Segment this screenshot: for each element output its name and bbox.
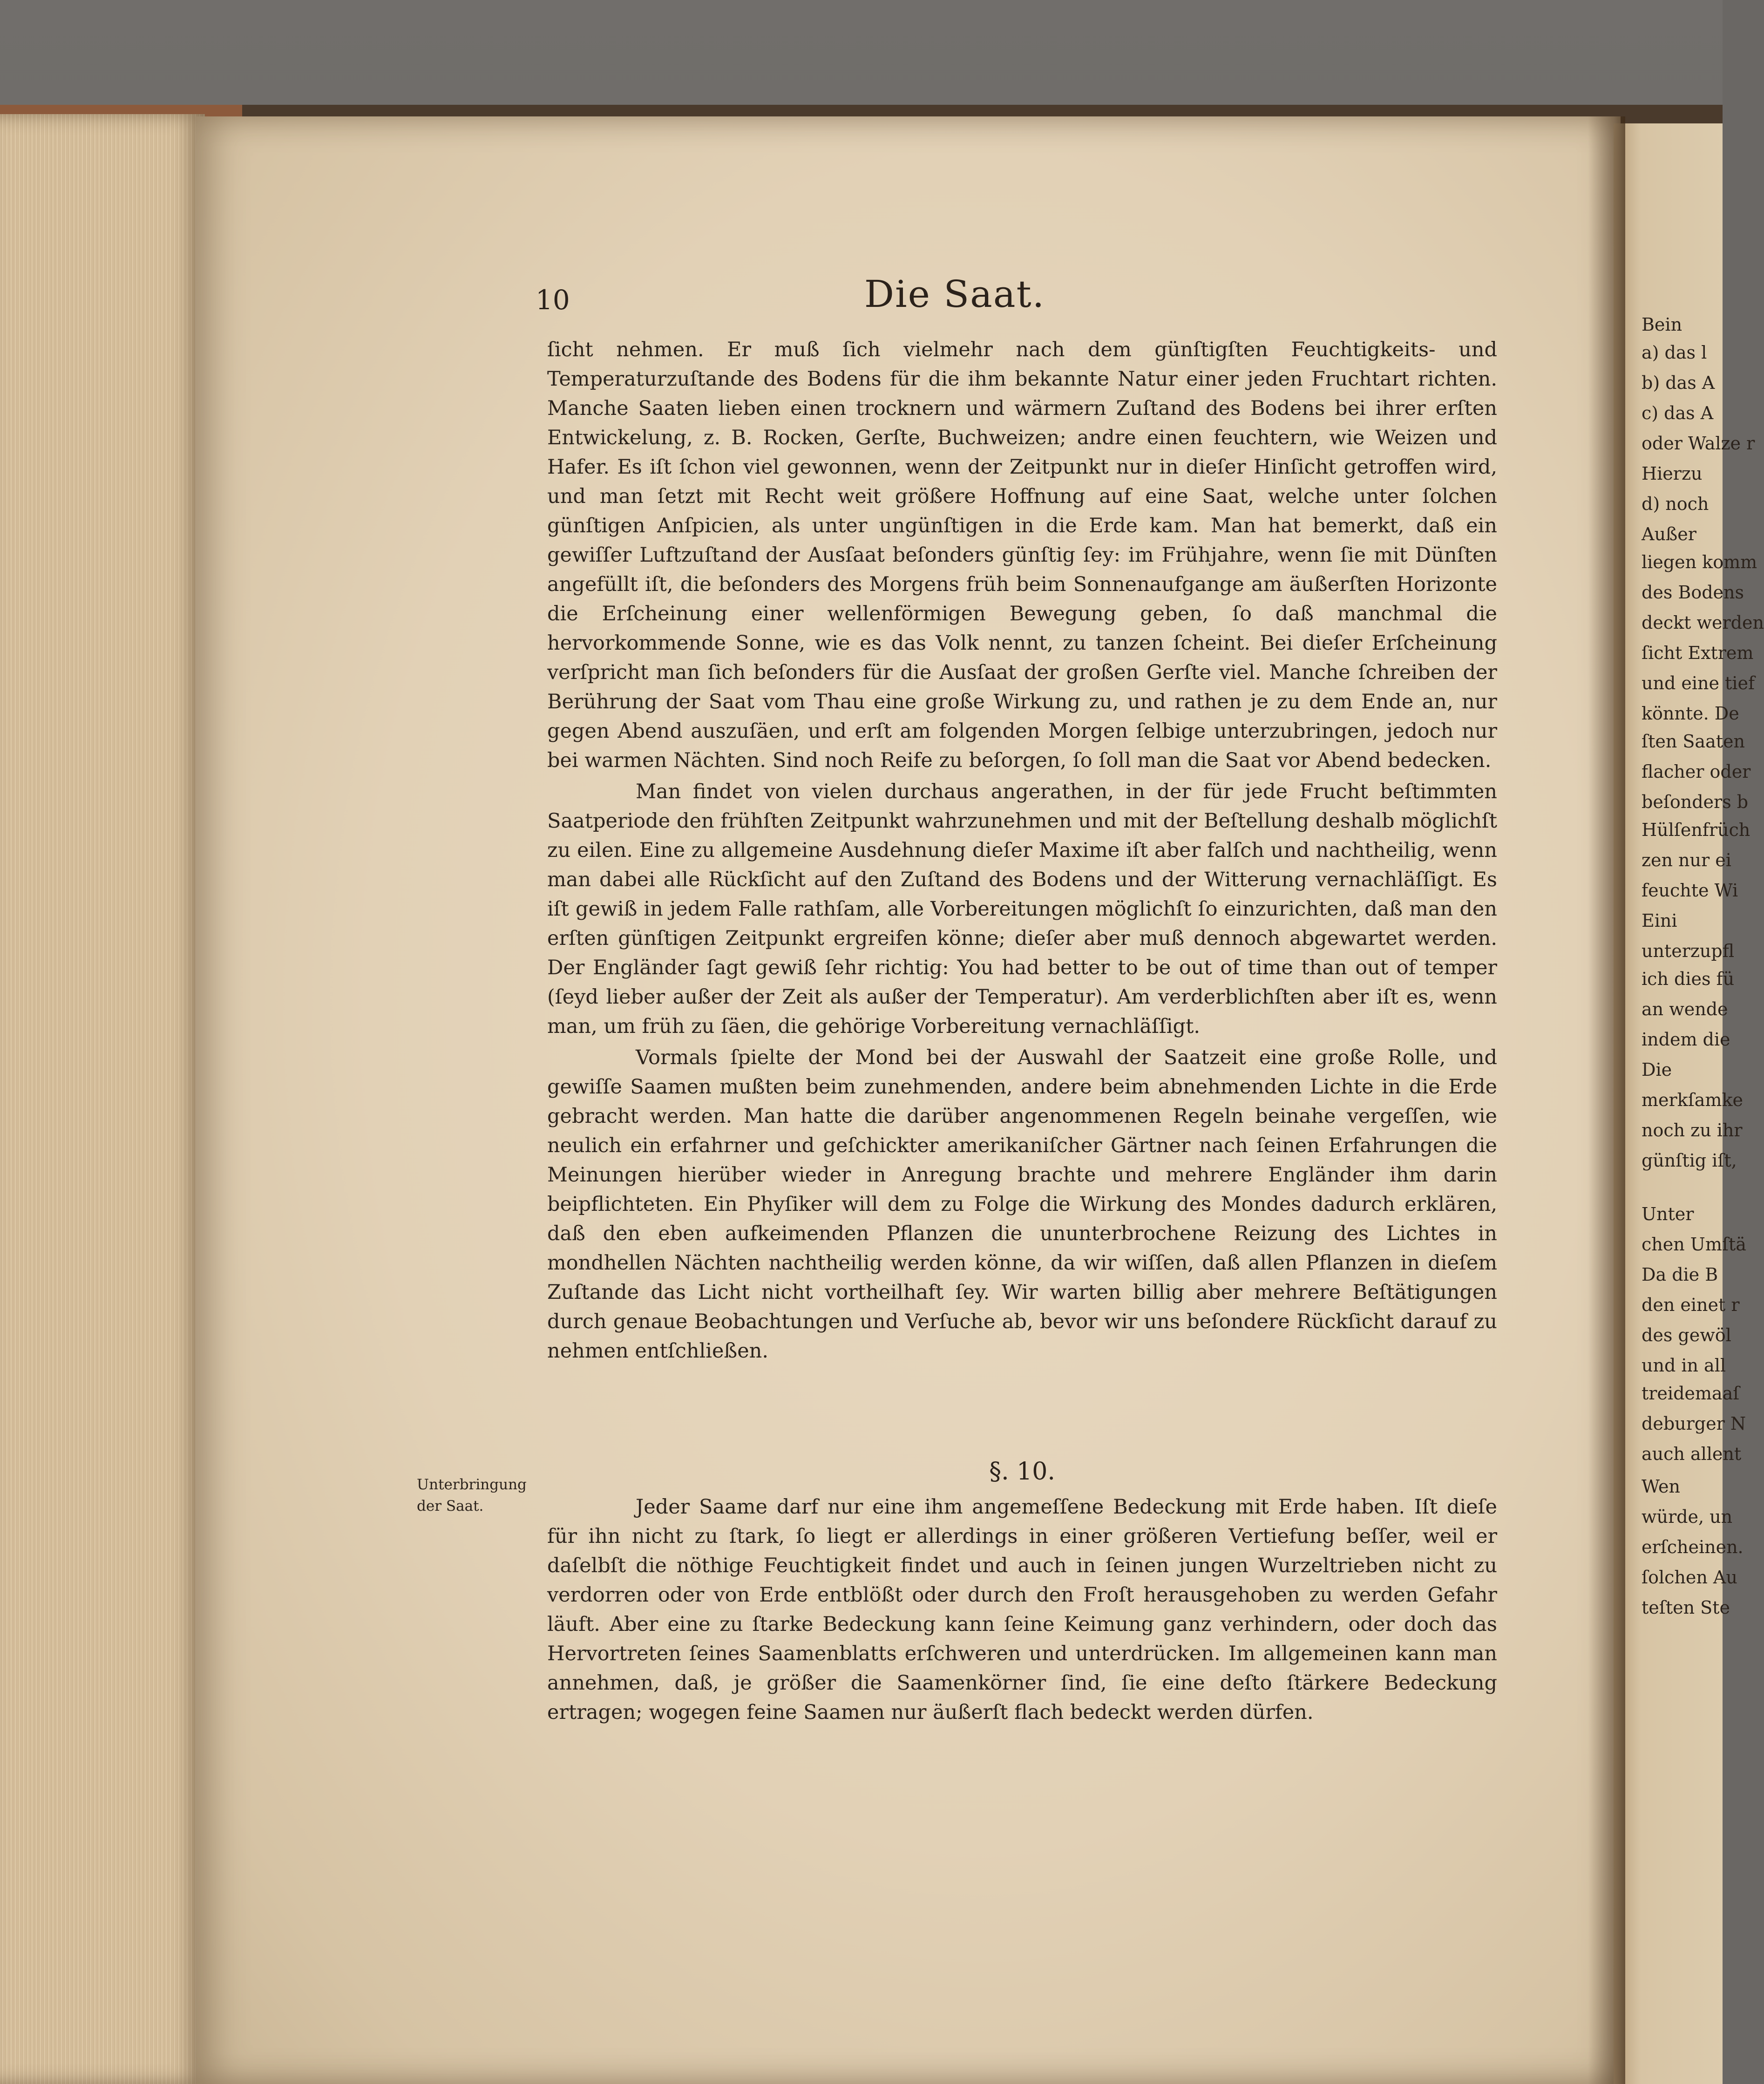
facing-page-line: Bein: [1642, 314, 1683, 335]
facing-page-line: erſcheinen.: [1642, 1537, 1744, 1557]
facing-page-line: und in all: [1642, 1355, 1726, 1376]
page-edges-stack: [0, 114, 205, 2084]
facing-page-line: noch zu ihr: [1642, 1120, 1743, 1140]
section-heading: §. 10.: [989, 1458, 1055, 1486]
facing-page-line: und eine tief: [1642, 673, 1755, 693]
section-paragraph: Jeder Saame darf nur eine ihm angemeſſene Bedeckung mit Erde haben. Iſt dieſe für ihn nicht zu ſtark, ſo liegt er allerdings in einer größeren Vertiefung beſſer, weil er daſelbſt die nöthige Feuchtigkeit findet und auch in ſeinen jungen Wurzeltrieben nicht zu verdorren oder von Erde entblößt oder durch den Froſt herausgehoben zu werden Gefahr läuft. Aber eine zu ſtarke Bedeckung kann ſeine Keimung ganz verhindern, oder doch das Hervortreten ſeines Saamenblatts erſchweren und unterdrücken. Im allgemeinen kann man annehmen, daß, je größer die Saamenkörner ſind, ſie eine deſto ſtärkere Bedeckung ertragen; wogegen feine Saamen nur äußerſt flach bedeckt werden dürfen.: [547, 1495, 1497, 1724]
gutter-shadow: [1588, 116, 1625, 2084]
facing-page-line: Hülſenfrüch: [1642, 820, 1750, 840]
facing-page-line: liegen komm: [1642, 552, 1757, 572]
facing-page-line: Hierzu: [1642, 463, 1703, 484]
facing-page-line: den einet r: [1642, 1295, 1740, 1315]
facing-page-line: deburger N: [1642, 1413, 1746, 1434]
facing-page-line: Außer: [1642, 524, 1696, 544]
facing-page-line: indem die: [1642, 1029, 1730, 1050]
facing-page-line: ſolchen Au: [1642, 1567, 1737, 1588]
section-text: [547, 1493, 1497, 1727]
facing-page-line: des Bodens: [1642, 582, 1744, 603]
page-number: 10: [536, 284, 570, 316]
facing-page-line: könnte. De: [1642, 703, 1739, 724]
facing-page-line: Eini: [1642, 910, 1677, 931]
paragraph-3: Vormals ſpielte der Mond bei der Auswahl der Saatzeit eine große Rolle, und gewiſſe Saamen mußten beim zunehmenden, andere beim abnehmenden Lichte in die Erde gebracht werden. Man hatte die darüber angenommenen Regeln beinahe vergeſſen, wie neulich ein erfahrner und geſchickter amerikaniſcher Gärtner nach ſeinen Erfahrungen die Meinungen hierüber wieder in Anregung brachte und mehrere Engländer ihm darin beipflichteten. Ein Phyſiker will dem zu Folge die Wirkung des Mondes dadurch erklären, daß den eben aufkeimenden Pflanzen die ununterbrochene Reizung des Lichtes in mondhellen Nächten nachtheilig werden könne, da wir wiſſen, daß allen Pflanzen in dieſem Zuſtande das Licht nicht vortheilhaft ſey. Wir warten billig aber mehrere Beſtätigungen durch genaue Beobachtungen und Verſuche ab, bevor wir uns beſondere Rückſicht darauf zu nehmen entſchließen.: [547, 1046, 1497, 1363]
facing-page-line: teſten Ste: [1642, 1597, 1730, 1618]
facing-page-line: würde, un: [1642, 1507, 1733, 1527]
facing-page-line: b) das A: [1642, 373, 1715, 393]
facing-page-line: deckt werden: [1642, 612, 1764, 633]
facing-page-line: Die: [1642, 1059, 1672, 1080]
facing-page-line: d) noch: [1642, 494, 1709, 514]
facing-page-line: feuchte Wi: [1642, 880, 1738, 901]
facing-page-line: merkſamke: [1642, 1090, 1743, 1110]
facing-page-line: ſten Saaten: [1642, 731, 1745, 752]
facing-page-line: chen Umſtä: [1642, 1234, 1746, 1255]
facing-page-line: c) das A: [1642, 403, 1714, 423]
facing-page-line: des gewöl: [1642, 1325, 1731, 1345]
facing-page-line: treidemaaſ: [1642, 1383, 1740, 1404]
facing-page-line: ich dies fü: [1642, 969, 1735, 989]
facing-page-line: oder Walze r: [1642, 433, 1755, 454]
facing-page-line: a) das l: [1642, 342, 1707, 363]
facing-page: [1614, 123, 1764, 2084]
paragraph-1: ſicht nehmen. Er muß ſich vielmehr nach dem günſtigſten Feuchtigkeits- und Temperaturzuſtande des Bodens für die ihm bekannte Natur einer jeden Fruchtart richten. Manche Saaten lieben einen trocknern und wärmern Zuſtand des Bodens bei ihrer erſten Entwickelung, z. B. Rocken, Gerſte, Buchweizen; andre einen feuchtern, wie Weizen und Hafer. Es iſt ſchon viel gewonnen, wenn der Zeitpunkt nur in dieſer Hinſicht getroffen wird, und man ſetzt mit Recht weit größere Hoffnung auf eine Saat, welche unter ſolchen günſtigen Anſpicien, als unter ungünſtigen in die Erde kam. Man hat bemerkt, daß ein gewiſſer Luftzuſtand der Ausſaat beſonders günſtig ſey: im Frühjahre, wenn ſie mit Dünſten angefüllt iſt, die beſonders des Morgens früh beim Sonnenaufgange am äußerſten Horizonte die Erſcheinung einer wellenförmigen Bewegung geben, ſo daß manchmal die hervorkommende Sonne, wie es das Volk nennt, zu tanzen ſcheint. Bei dieſer Erſcheinung verſpricht man ſich beſonders für die Ausſaat der großen Gerſte viel. Manche ſchreiben der Berührung der Saat vom Thau eine große Wirkung zu, und rathen je zu dem Ende an, nur gegen Abend auszuſäen, und erſt am folgenden Morgen ſelbige unterzubringen, jedoch nur bei warmen Nächten. Sind noch Reife zu beſorgen, ſo ſoll man die Saat vor Abend bedecken.: [547, 338, 1497, 772]
facing-page-line: Unter: [1642, 1204, 1694, 1224]
marginal-note-line: Unterbringung: [417, 1476, 527, 1493]
facing-page-line: auch allent: [1642, 1444, 1742, 1464]
facing-page-line: ſicht Extrem: [1642, 643, 1754, 663]
facing-page-line: günſtig iſt,: [1642, 1150, 1737, 1171]
facing-page-line: flacher oder: [1642, 761, 1751, 782]
facing-page-line: Da die B: [1642, 1264, 1718, 1285]
facing-page-line: Wen: [1642, 1476, 1680, 1497]
paragraph-2: Man findet von vielen durchaus angerathen, in der für jede Frucht beſtimmten Saatperiode den frühſten Zeitpunkt wahrzunehmen und mit der Beſtellung deshalb möglichſt zu eilen. Eine zu allgemeine Ausdehnung dieſer Maxime iſt aber falſch und nachtheilig, wenn man dabei alle Rückſicht auf den Zuſtand des Bodens und der Witterung vernachläſſigt. Es iſt gewiß in jedem Falle rathſam, alle Vorbereitungen möglichſt ſo einzurichten, daß man den erſten günſtigen Zeitpunkt ergreifen könne; dieſer aber muß dennoch abgewartet werden. Der Engländer ſagt gewiß ſehr richtig: You had better to be out of time than out of temper (ſeyd lieber außer der Zeit als außer der Temperatur). Am verderblichſten aber iſt es, wenn man, um früh zu ſäen, die gehörige Vorbereitung vernachläſſigt.: [547, 780, 1497, 1038]
facing-page-line: zen nur ei: [1642, 850, 1731, 870]
facing-page-line: an wende: [1642, 999, 1728, 1019]
facing-page-line: unterzupfl: [1642, 941, 1735, 961]
body-text: [547, 335, 1497, 1366]
marginal-note-line: der Saat.: [417, 1498, 484, 1514]
facing-page-line: beſonders b: [1642, 792, 1749, 812]
marginal-note: [417, 1474, 547, 1517]
running-title: Die Saat.: [864, 272, 1045, 316]
